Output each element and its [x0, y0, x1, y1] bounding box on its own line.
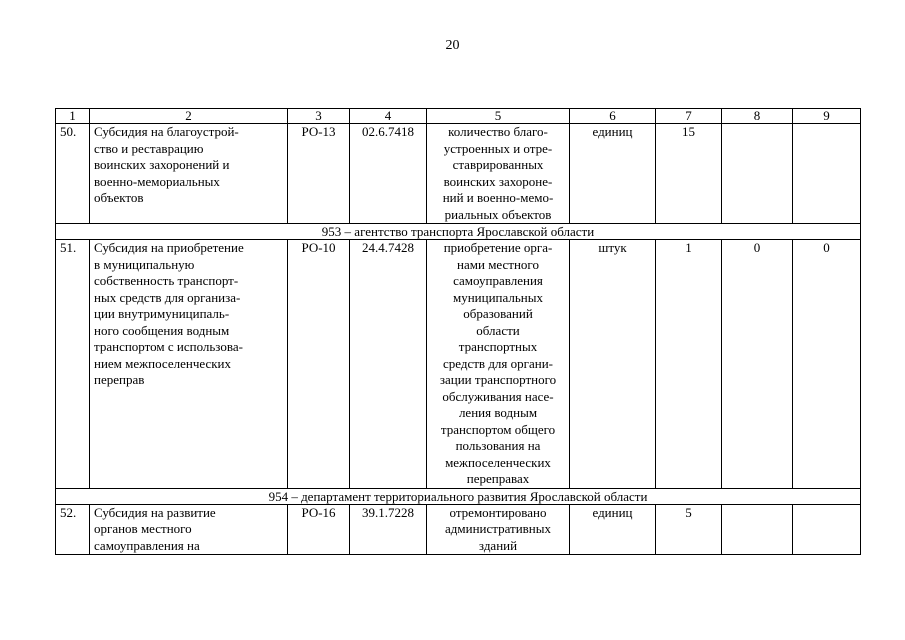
indicator-line: самоуправления [453, 273, 543, 288]
subsidy-name-line: ции внутримуниципаль- [94, 306, 230, 321]
subsidy-name-line: воинских захоронений и [94, 157, 230, 172]
subsidy-name-line: органов местного [94, 521, 192, 536]
column-number: 5 [427, 109, 570, 124]
indicator-line: зданий [478, 537, 518, 553]
subsidy-name [90, 240, 288, 489]
column-number: 6 [570, 109, 656, 124]
column-number: 3 [288, 109, 350, 124]
indicator-line: устроенных и отре- [443, 140, 553, 156]
value-col7: 1 [656, 240, 722, 489]
indicator-line: количество благо- [448, 124, 548, 139]
subsidy-name-line: транспортом с использова- [94, 339, 243, 354]
unit: штук [570, 240, 656, 489]
table-row [56, 504, 861, 555]
indicator-line: муниципальных [452, 289, 543, 305]
subsidy-code: РО-10 [288, 240, 350, 489]
subsidy-name-line: Субсидия на приобретение [94, 240, 244, 255]
column-number: 4 [350, 109, 427, 124]
subsidy-name-line: нием межпоселенческих [94, 355, 232, 371]
indicator-line: воинских захороне- [443, 173, 553, 189]
indicator-line: пользования на [455, 438, 541, 453]
subsidy-name-line: военно-мемориальных [94, 173, 220, 189]
budget-code: 24.4.7428 [350, 240, 427, 489]
indicator-line: межпоселенческих [445, 454, 551, 470]
subsidy-name-line: объектов [94, 190, 144, 205]
value-col8: 0 [722, 240, 793, 489]
indicator-line: образований [463, 306, 533, 321]
indicator-line: переправах [466, 471, 530, 486]
section-row [56, 224, 861, 240]
table-row [56, 240, 861, 489]
subsidy-name-line: в муниципальную [94, 256, 195, 272]
value-col8 [722, 504, 793, 555]
value-col9: 0 [793, 240, 861, 489]
subsidy-name [90, 504, 288, 555]
subsidy-name-line: ных средств для организа- [94, 289, 241, 305]
section-row [56, 488, 861, 504]
subsidy-name-line: ство и реставрацию [94, 140, 204, 156]
indicator-line: обслуживания насе- [442, 388, 554, 404]
row-number: 52. [56, 504, 90, 555]
indicator-line: ний и военно-мемо- [442, 190, 554, 205]
subsidy-name-line: переправ [94, 372, 145, 387]
budget-code: 02.6.7418 [350, 124, 427, 224]
indicator-line: административных [445, 521, 551, 536]
indicator-line: зации транспортного [439, 372, 557, 387]
table-row [56, 124, 861, 224]
column-number: 7 [656, 109, 722, 124]
section-heading: 954 – департамент территориального развития Ярославской области [56, 488, 861, 504]
indicator [427, 504, 570, 555]
row-number: 51. [56, 240, 90, 489]
indicator-line: области [476, 322, 520, 338]
indicator-line: транспортом общего [440, 421, 556, 437]
indicator-line: ления водным [458, 405, 538, 420]
value-col7: 5 [656, 504, 722, 555]
value-col9 [793, 124, 861, 224]
subsidy-code: РО-16 [288, 504, 350, 555]
unit: единиц [570, 504, 656, 555]
value-col7: 15 [656, 124, 722, 224]
indicator-line: приобретение орга- [443, 240, 553, 255]
value-col9 [793, 504, 861, 555]
row-number: 50. [56, 124, 90, 224]
subsidy-name [90, 124, 288, 224]
column-number-row [56, 109, 861, 124]
subsidy-name-line: самоуправления на [94, 537, 200, 553]
page-number: 20 [445, 38, 460, 53]
subsidy-name-line: собственность транспорт- [94, 273, 239, 288]
subsidy-name-line: Субсидия на благоустрой- [94, 124, 239, 139]
indicator-line: нами местного [457, 256, 539, 272]
indicator [427, 124, 570, 224]
column-number: 1 [56, 109, 90, 124]
indicator-line: ставрированных [452, 157, 544, 172]
indicator-line: транспортных [458, 339, 538, 354]
indicator-line: средств для органи- [443, 355, 553, 371]
subsidy-name-line: ного сообщения водным [94, 322, 230, 338]
section-heading: 953 – агентство транспорта Ярославской области [56, 224, 861, 240]
indicator [427, 240, 570, 489]
subsidy-name-line: Субсидия на развитие [94, 504, 216, 520]
subsidy-code: РО-13 [288, 124, 350, 224]
column-number: 8 [722, 109, 793, 124]
indicator-line: отремонтировано [449, 504, 547, 520]
budget-code: 39.1.7228 [350, 504, 427, 555]
indicator-line: риальных объектов [444, 206, 552, 222]
subsidy-table [55, 108, 861, 555]
unit: единиц [570, 124, 656, 224]
column-number: 9 [793, 109, 861, 124]
column-number: 2 [90, 109, 288, 124]
value-col8 [722, 124, 793, 224]
